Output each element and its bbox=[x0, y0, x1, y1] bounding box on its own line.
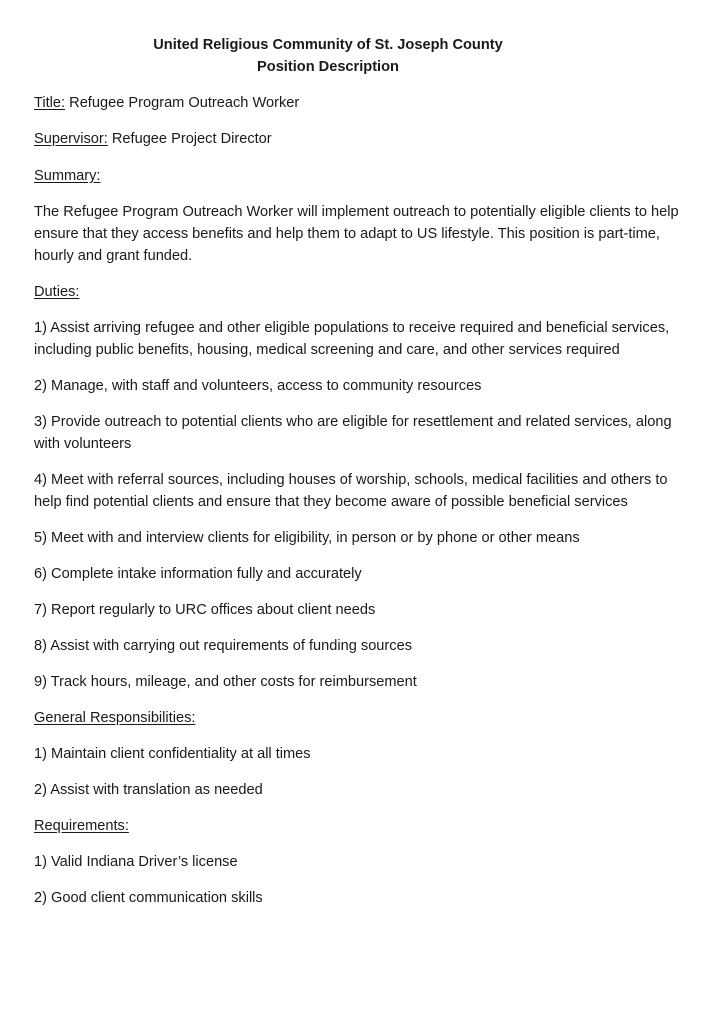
summary-text: The Refugee Program Outreach Worker will implement outreach to potentially eligible clients to help ensure that they access benefits and help them to adapt to US lifestyle. This position is part-time, hourly and grant funded. bbox=[34, 204, 679, 264]
duty-item: 5) Meet with and interview clients for eligibility, in person or by phone or other means bbox=[34, 530, 580, 546]
requirements-heading bbox=[34, 815, 694, 837]
requirement-item: 2) Good client communication skills bbox=[34, 890, 263, 906]
duty-item: 2) Manage, with staff and volunteers, access to community resources bbox=[34, 378, 482, 394]
requirement-item: 1) Valid Indiana Driver’s license bbox=[34, 854, 238, 870]
duty-item: 8) Assist with carrying out requirements of funding sources bbox=[34, 638, 412, 654]
general-responsibilities-heading bbox=[34, 707, 694, 729]
duty-item: 9) Track hours, mileage, and other costs for reimbursement bbox=[34, 674, 417, 690]
title-value: Refugee Program Outreach Worker bbox=[65, 95, 300, 111]
supervisor-value: Refugee Project Director bbox=[107, 131, 272, 147]
summary-label: Summary: bbox=[34, 168, 101, 184]
document-type: Position Description bbox=[257, 59, 399, 75]
responsibility-item: 2) Assist with translation as needed bbox=[34, 782, 263, 798]
duties-heading bbox=[34, 281, 694, 303]
organization-name: United Religious Community of St. Joseph County bbox=[153, 37, 503, 53]
responsibility-item: 1) Maintain client confidentiality at all times bbox=[34, 746, 311, 762]
duty-item: 1) Assist arriving refugee and other eligible populations to receive required and beneficial services, including public benefits, housing, medical screening and care, and other services required bbox=[34, 320, 670, 358]
title-label: Title: bbox=[34, 95, 66, 111]
duty-item: 4) Meet with referral sources, including houses of worship, schools, medical facilities and others to help find potential clients and ensure that they become aware of possible beneficial services bbox=[34, 472, 668, 510]
requirements-label: Requirements: bbox=[34, 818, 129, 834]
general-responsibilities-label: General Responsibilities: bbox=[34, 710, 196, 726]
duty-item: 3) Provide outreach to potential clients who are eligible for resettlement and related services, along with volunteers bbox=[34, 414, 672, 452]
title-line bbox=[34, 92, 694, 114]
supervisor-label: Supervisor: bbox=[34, 131, 108, 147]
duties-label: Duties: bbox=[34, 284, 80, 300]
supervisor-line bbox=[34, 128, 694, 150]
duty-item: 7) Report regularly to URC offices about client needs bbox=[34, 602, 376, 618]
summary-heading bbox=[34, 165, 694, 187]
document-body bbox=[34, 92, 694, 909]
duty-item: 6) Complete intake information fully and accurately bbox=[34, 566, 362, 582]
